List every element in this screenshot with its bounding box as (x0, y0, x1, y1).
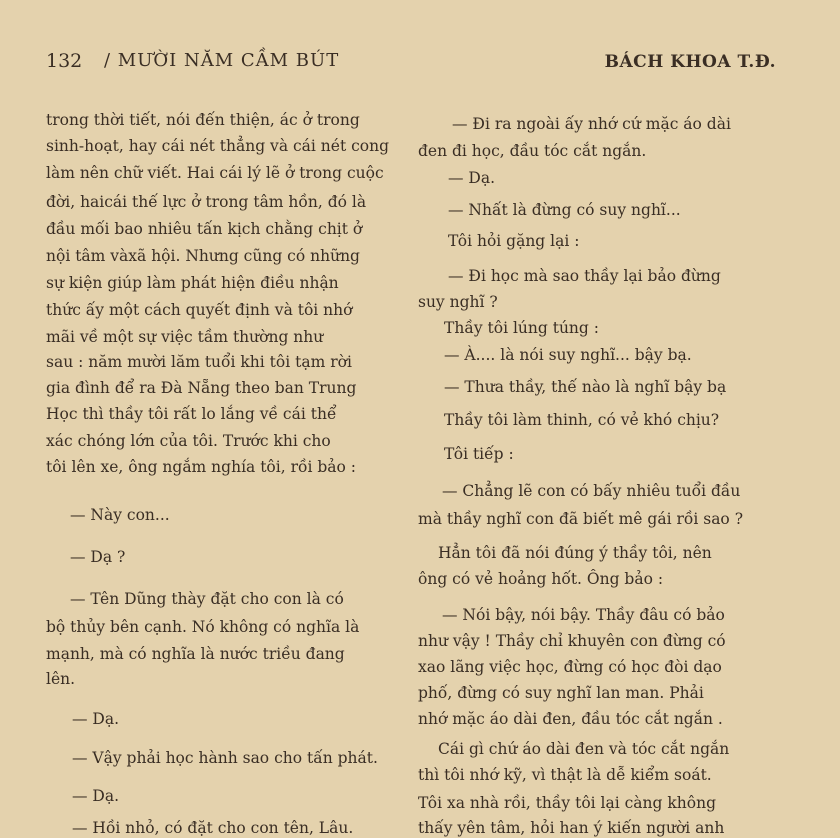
dialogue-line: — Này con... (70, 506, 170, 524)
text-line: xao lãng việc học, đừng có học đòi dạo (418, 658, 722, 676)
running-header (0, 50, 840, 76)
text-line: mạnh, mà có nghĩa là nước triều đang (46, 645, 345, 663)
text-line: Hẳn tôi đã nói đúng ý thầy tôi, nên (438, 544, 712, 562)
text-line: Thầy tôi làm thinh, có vẻ khó chịu? (444, 411, 720, 429)
text-line: Học thì thầy tôi rất lo lắng về cái thể (46, 405, 337, 423)
text-line: gia đình để ra Đà Nẵng theo ban Trung (46, 379, 357, 397)
text-line: đầu mối bao nhiêu tấn kịch chằng chịt ở (46, 220, 363, 238)
text-line: đen đi học, đầu tóc cắt ngắn. (418, 142, 647, 160)
text-line: nội tâm vàxã hội. Nhưng cũng có những (46, 247, 360, 265)
dialogue-line: — Dạ. (72, 787, 120, 805)
dialogue-line: — Vậy phải học hành sao cho tấn phát. (72, 749, 378, 767)
text-line: sau : năm mười lăm tuổi khi tôi tạm rời (46, 353, 352, 371)
text-line: trong thời tiết, nói đến thiện, ác ở trong (46, 111, 360, 129)
dialogue-line: — Hồi nhỏ, có đặt cho con tên, Lâu. (72, 819, 354, 837)
text-line: làm nên chữ viết. Hai cái lý lẽ ở trong cuộc (46, 164, 384, 182)
text-line: lên. (46, 670, 76, 688)
text-line: như vậy ! Thầy chỉ khuyên con đừng có (418, 632, 726, 650)
text-line: nhớ mặc áo dài đen, đầu tóc cắt ngắn . (418, 710, 723, 728)
running-title: / MƯỜI NĂM CẦM BÚT (104, 50, 340, 71)
dialogue-line: — Dạ ? (70, 548, 126, 566)
text-line: đời, haicái thế lực ở trong tâm hồn, đó là (46, 193, 367, 211)
text-line: tôi lên xe, ông ngắm nghía tôi, rồi bảo : (46, 458, 356, 476)
text-line: thức ấy một cách quyết định và tôi nhớ (46, 301, 353, 319)
text-line: thì tôi nhớ kỹ, vì thật là dễ kiểm soát. (418, 766, 712, 784)
dialogue-line: — Nói bậy, nói bậy. Thầy đâu có bảo (442, 606, 725, 624)
text-line: Tôi xa nhà rồi, thầy tôi lại càng không (418, 794, 716, 812)
text-line: sự kiện giúp làm phát hiện điều nhận (46, 274, 339, 292)
dialogue-line: — Đi ra ngoài ấy nhớ cứ mặc áo dài (452, 115, 731, 133)
dialogue-line: — Nhất là đừng có suy nghĩ... (448, 201, 681, 219)
page-number: 132 (46, 50, 83, 72)
text-line: phố, đừng có suy nghĩ lan man. Phải (418, 684, 704, 702)
text-line: Tôi tiếp : (444, 445, 514, 463)
dialogue-line: — Thưa thầy, thế nào là nghĩ bậy bạ (444, 378, 727, 396)
text-line: ông có vẻ hoảng hốt. Ông bảo : (418, 570, 664, 588)
text-line: mà thầy nghĩ con đã biết mê gái rồi sao ? (418, 510, 744, 528)
text-line: Thầy tôi lúng túng : (444, 319, 599, 337)
text-line: xác chóng lớn của tôi. Trước khi cho (46, 432, 331, 450)
dialogue-line: — À.... là nói suy nghĩ... bậy bạ. (444, 346, 692, 364)
text-line: bộ thủy bên cạnh. Nó không có nghĩa là (46, 618, 360, 636)
text-line: suy nghĩ ? (418, 293, 498, 311)
dialogue-line: — Đi học mà sao thầy lại bảo đừng (448, 267, 721, 285)
text-line: thấy yên tâm, hỏi han ý kiến người anh (418, 819, 725, 837)
magazine-title: BÁCH KHOA T.Đ. (604, 52, 776, 72)
dialogue-line: — Tên Dũng thày đặt cho con là có (70, 590, 344, 608)
dialogue-line: — Dạ. (448, 169, 496, 187)
text-line: mãi về một sự việc tầm thường như (46, 328, 324, 346)
text-line: Tôi hỏi gặng lại : (448, 232, 580, 250)
text-line: sinh-hoạt, hay cái nét thẳng và cái nét cong (46, 137, 390, 155)
dialogue-line: — Dạ. (72, 710, 120, 728)
dialogue-line: — Chẳng lẽ con có bấy nhiêu tuổi đầu (442, 482, 741, 500)
text-line: Cái gì chứ áo dài đen và tóc cắt ngắn (438, 740, 730, 758)
